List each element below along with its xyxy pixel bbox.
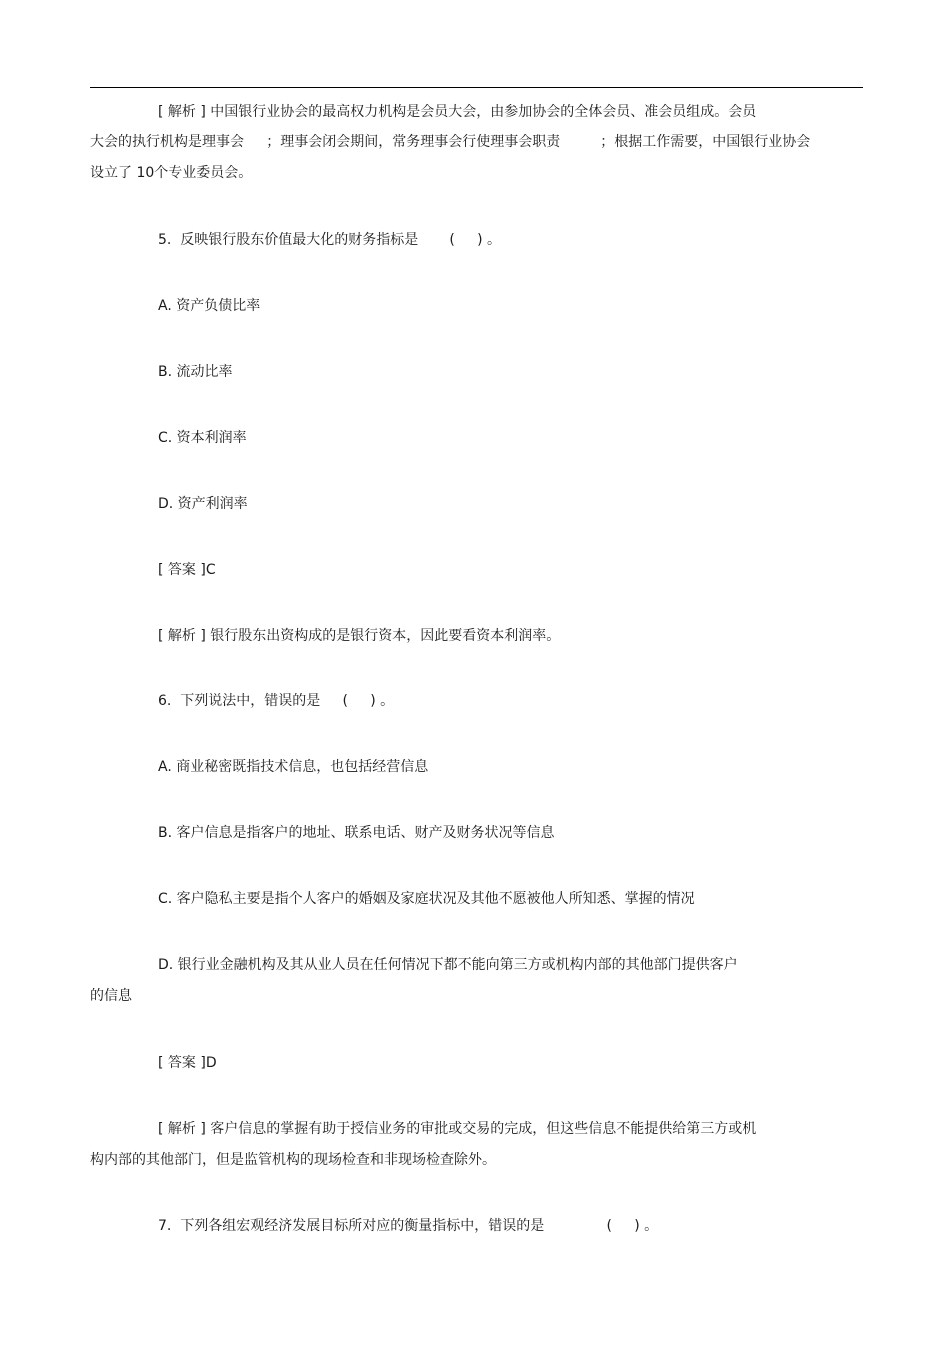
- question-6-option-b: B. 客户信息是指客户的地址、联系电话、财产及财务状况等信息: [158, 825, 555, 841]
- question-6-option-d-continuation: 的信息: [90, 988, 132, 1004]
- question-6-analysis-line2: 构内部的其他部门，但是监管机构的现场检查和非现场检查除外。: [90, 1152, 496, 1168]
- question-5-option-b: B. 流动比率: [158, 364, 233, 380]
- question-6-option-d: D. 银行业金融机构及其从业人员在任何情况下都不能向第三方或机构内部的其他部门提供客户: [158, 957, 738, 973]
- header-rule: [90, 87, 863, 88]
- question-6-answer: [ 答案 ]D: [158, 1055, 217, 1071]
- question-6-analysis-line1: [ 解析 ] 客户信息的掌握有助于授信业务的审批或交易的完成，但这些信息不能提供给第三方或机: [158, 1121, 757, 1137]
- question-5-analysis: [ 解析 ] 银行股东出资构成的是银行资本，因此要看资本利润率。: [158, 628, 561, 644]
- question-5-option-c: C. 资本利润率: [158, 430, 247, 446]
- question-5-option-a: A. 资产负债比率: [158, 298, 261, 314]
- question-5-answer: [ 答案 ]C: [158, 562, 216, 578]
- intro-analysis-line3: 设立了 10个专业委员会。: [90, 165, 253, 181]
- question-6-option-c: C. 客户隐私主要是指个人客户的婚姻及家庭状况及其他不愿被他人所知悉、掌握的情况: [158, 891, 695, 907]
- question-6-option-a: A. 商业秘密既指技术信息，也包括经营信息: [158, 759, 429, 775]
- question-7-stem: 7. 下列各组宏观经济发展目标所对应的衡量指标中，错误的是 ( ) 。: [158, 1218, 659, 1234]
- intro-analysis-line2: 大会的执行机构是理事会 ；理事会闭会期间，常务理事会行使理事会职责 ；根据工作需要，中国银行业协会: [90, 134, 811, 150]
- intro-analysis-line1: [ 解析 ] 中国银行业协会的最高权力机构是会员大会，由参加协会的全体会员、准会员组成。会员: [158, 104, 757, 120]
- question-6-stem: 6. 下列说法中，错误的是 ( ) 。: [158, 693, 395, 709]
- question-5-stem: 5. 反映银行股东价值最大化的财务指标是 ( ) 。: [158, 232, 502, 248]
- question-5-option-d: D. 资产利润率: [158, 496, 248, 512]
